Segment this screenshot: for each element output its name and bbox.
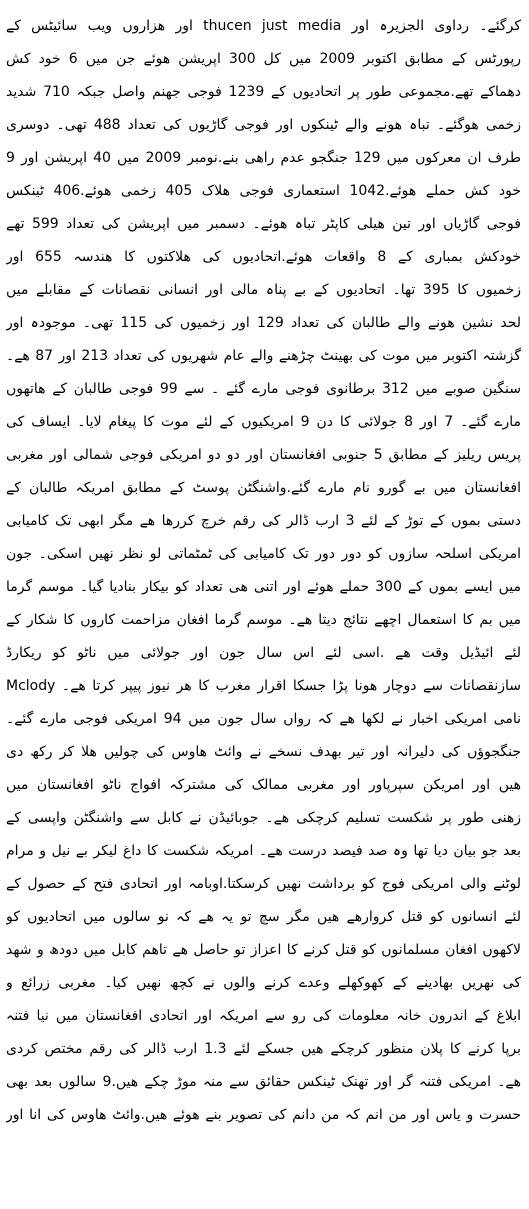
article-text-line: افغانستان میں بے گورو نام مارے گئے.واشنگٹن پوسٹ کے مطابق امریکہ طالبان کے	[6, 480, 521, 496]
article-text-line: زخمیوں کا 395 تھا۔ اتحادیوں کے بے پناہ مالی اور انسانی نقصانات کے مقابلے میں	[6, 282, 521, 298]
article-text-line: زھنی طور پر شکست تسلیم کرچکی ھے۔ جوبائیڈن نے کابل سے واشنگٹن واپسی کے	[6, 810, 521, 826]
article-text-line: لئے ائیڈیل وقت ھے .اسی لئے اس سال جون اور جولائی میں ناٹو کو ریکارڈ	[6, 645, 521, 661]
article-text-line: میں بم کا استعمال اچھے نتائج دیتا ھے۔ موسم گرما افغان مزاحمت کاروں کا شکار کے	[6, 612, 521, 628]
article-text-line: رپورٹس کے مطابق اکتوبر 2009 میں کل 300 اپریشن ھوئے جن میں 6 خود کش	[6, 51, 521, 67]
article-text-line: مارے گئے۔ 7 اور 8 جولائی کا دن 9 امریکیوں کے لئے موت کا پیغام لایا۔ ایساف کی	[6, 414, 521, 430]
article-text-line: لوٹنے والی امریکی فوج کو برداشت نھیں کرسکتا.اوبامہ اور اتحادی فتح کے حصول کے	[6, 876, 521, 892]
article-text-line: بعد جو بیان دیا تھا وہ صد فیصد درست ھے۔ امریکہ شکست کا داغ لیکر بے نیل و مرام	[6, 843, 521, 859]
article-text-line: لاکھوں افغان مسلمانوں کو قتل کرنے کا اعزاز تو حاصل ھے تاھم کابل میں دودھ و شھد	[6, 942, 521, 958]
article-text-line: طرف ان معرکوں میں 129 جنگجو عدم راھی بنے.نومبر 2009 میں 40 اپریشن اور 9	[6, 150, 521, 166]
article-text-line: سازنقصانات سے دوچار ھونا پڑا جسکا اقرار مغرب کا ھر نیوز پیپر کرتا ھے۔ Mclody	[6, 678, 521, 694]
article-text-line: فوجی گاڑیاں اور تین ھیلی کاپٹر تباہ ھوئے۔ دسمبر میں اپریشن کی تعداد 599 تھے	[6, 216, 521, 232]
article-text-line: دستی بموں کے توڑ کے لئے 3 ارب ڈالر کی رقم خرچ کررھا ھے مگر ابھی تک کامیابی	[6, 513, 521, 529]
article-text-line: امریکی اسلحہ سازوں کو دور دور تک کامیابی کی ٹمٹماتی لو نظر نھیں اسکی۔ جون	[6, 546, 521, 562]
article-text-line: پریس ریلیز کے مطابق 5 جنوبی افغانستان اور دو دو امریکی فوجی شمالی اور مغربی	[6, 447, 521, 463]
article-text-line: دھماکے تھے.مجموعی طور پر اتحادیوں کے 1239 فوجی جھنم واصل جبکہ 710 شدید	[6, 84, 521, 100]
article-text-line: گزشتہ اکتوبر میں موت کی بھینٹ چڑھنے والے عام شھریوں کی تعداد 213 اور 87 ھے۔	[6, 348, 521, 364]
article-text-line: میں ایسے بموں کے 300 حملے ھوئے اور اتنی ھی تعداد کو بیکار بنادیا گیا۔ موسم گرما	[6, 579, 521, 595]
article-text-line: لحد نشین ھونے والے طالبان کی تعداد 129 اور زخمیوں کی 115 تھی۔ موجودہ اور	[6, 315, 521, 331]
article-text-line: کی نھریں بھادینے کے کھوکھلے وعدے کرنے والوں نے کچھ نھیں کیا۔ مغربی زرائع و	[6, 975, 521, 991]
article-text-line: سنگین صوبے میں 312 برطانوی فوجی مارے گئے ۔ سے 99 فوجی طالبان کے ھاتھوں	[6, 381, 521, 397]
article-text-line: کرگئے۔ رداوی الجزیرہ اور thucen just media اور ھزاروں ویب سائیٹس کے	[6, 18, 521, 34]
article-text-line: نامی امریکی اخبار نے لکھا ھے کہ رواں سال جون میں 94 امریکی فوجی مارے گئے۔	[6, 711, 521, 727]
article-text-line: حسرت و یاس اور من انم کہ من دانم کی تصویر بنے ھوئے ھیں.وائٹ ھاوس کی انا اور	[6, 1107, 521, 1123]
article-text-line: خود کش حملے ھوئے.1042 استعماری فوجی ھلاک 405 زخمی ھوئے.406 ٹینکس	[6, 183, 521, 199]
article-text-line: جنگجوؤں کی دلیرانہ اور تیر بھدف نسخے نے وائٹ ھاوس کی چولیں ھلا کر رکھ دی	[6, 744, 521, 760]
article-text-line: زخمی ھوگئے۔ تباہ ھونے والے ٹینکوں اور فوجی گاڑیوں کی تعداد 488 تھی۔ دوسری	[6, 117, 521, 133]
article-text-line: برپا کرنے کا پلان منظور کرچکے ھیں جسکے لئے 1.3 ارب ڈالر کی رقم مختص کردی	[6, 1041, 521, 1057]
article-text-line: ھیں اور امریکن سپرپاور اور مغربی ممالک کی مشترکہ افواج ناٹو افغانستان میں	[6, 777, 521, 793]
article-text-line: خودکش بمباری کے 8 واقعات ھوئے.اتحادیوں کی ھلاکتوں کا ھندسہ 655 اور	[6, 249, 521, 265]
article-text-line: لئے انسانوں کو قتل کروارھے ھیں مگر سچ تو یہ ھے کہ نو سالوں میں اتحادیوں کو	[6, 909, 521, 925]
article-text-line: ابلاغ کے اندرون خانہ معلومات کی رو سے امریکہ اور اتحادی افغانستان میں نیا فتنہ	[6, 1008, 521, 1024]
article-text-line: ھے۔ امریکی فتنہ گر اور تھنک ٹینکس حقائق سے منہ موڑ چکے ھیں.9 سالوں بعد بھی	[6, 1074, 521, 1090]
